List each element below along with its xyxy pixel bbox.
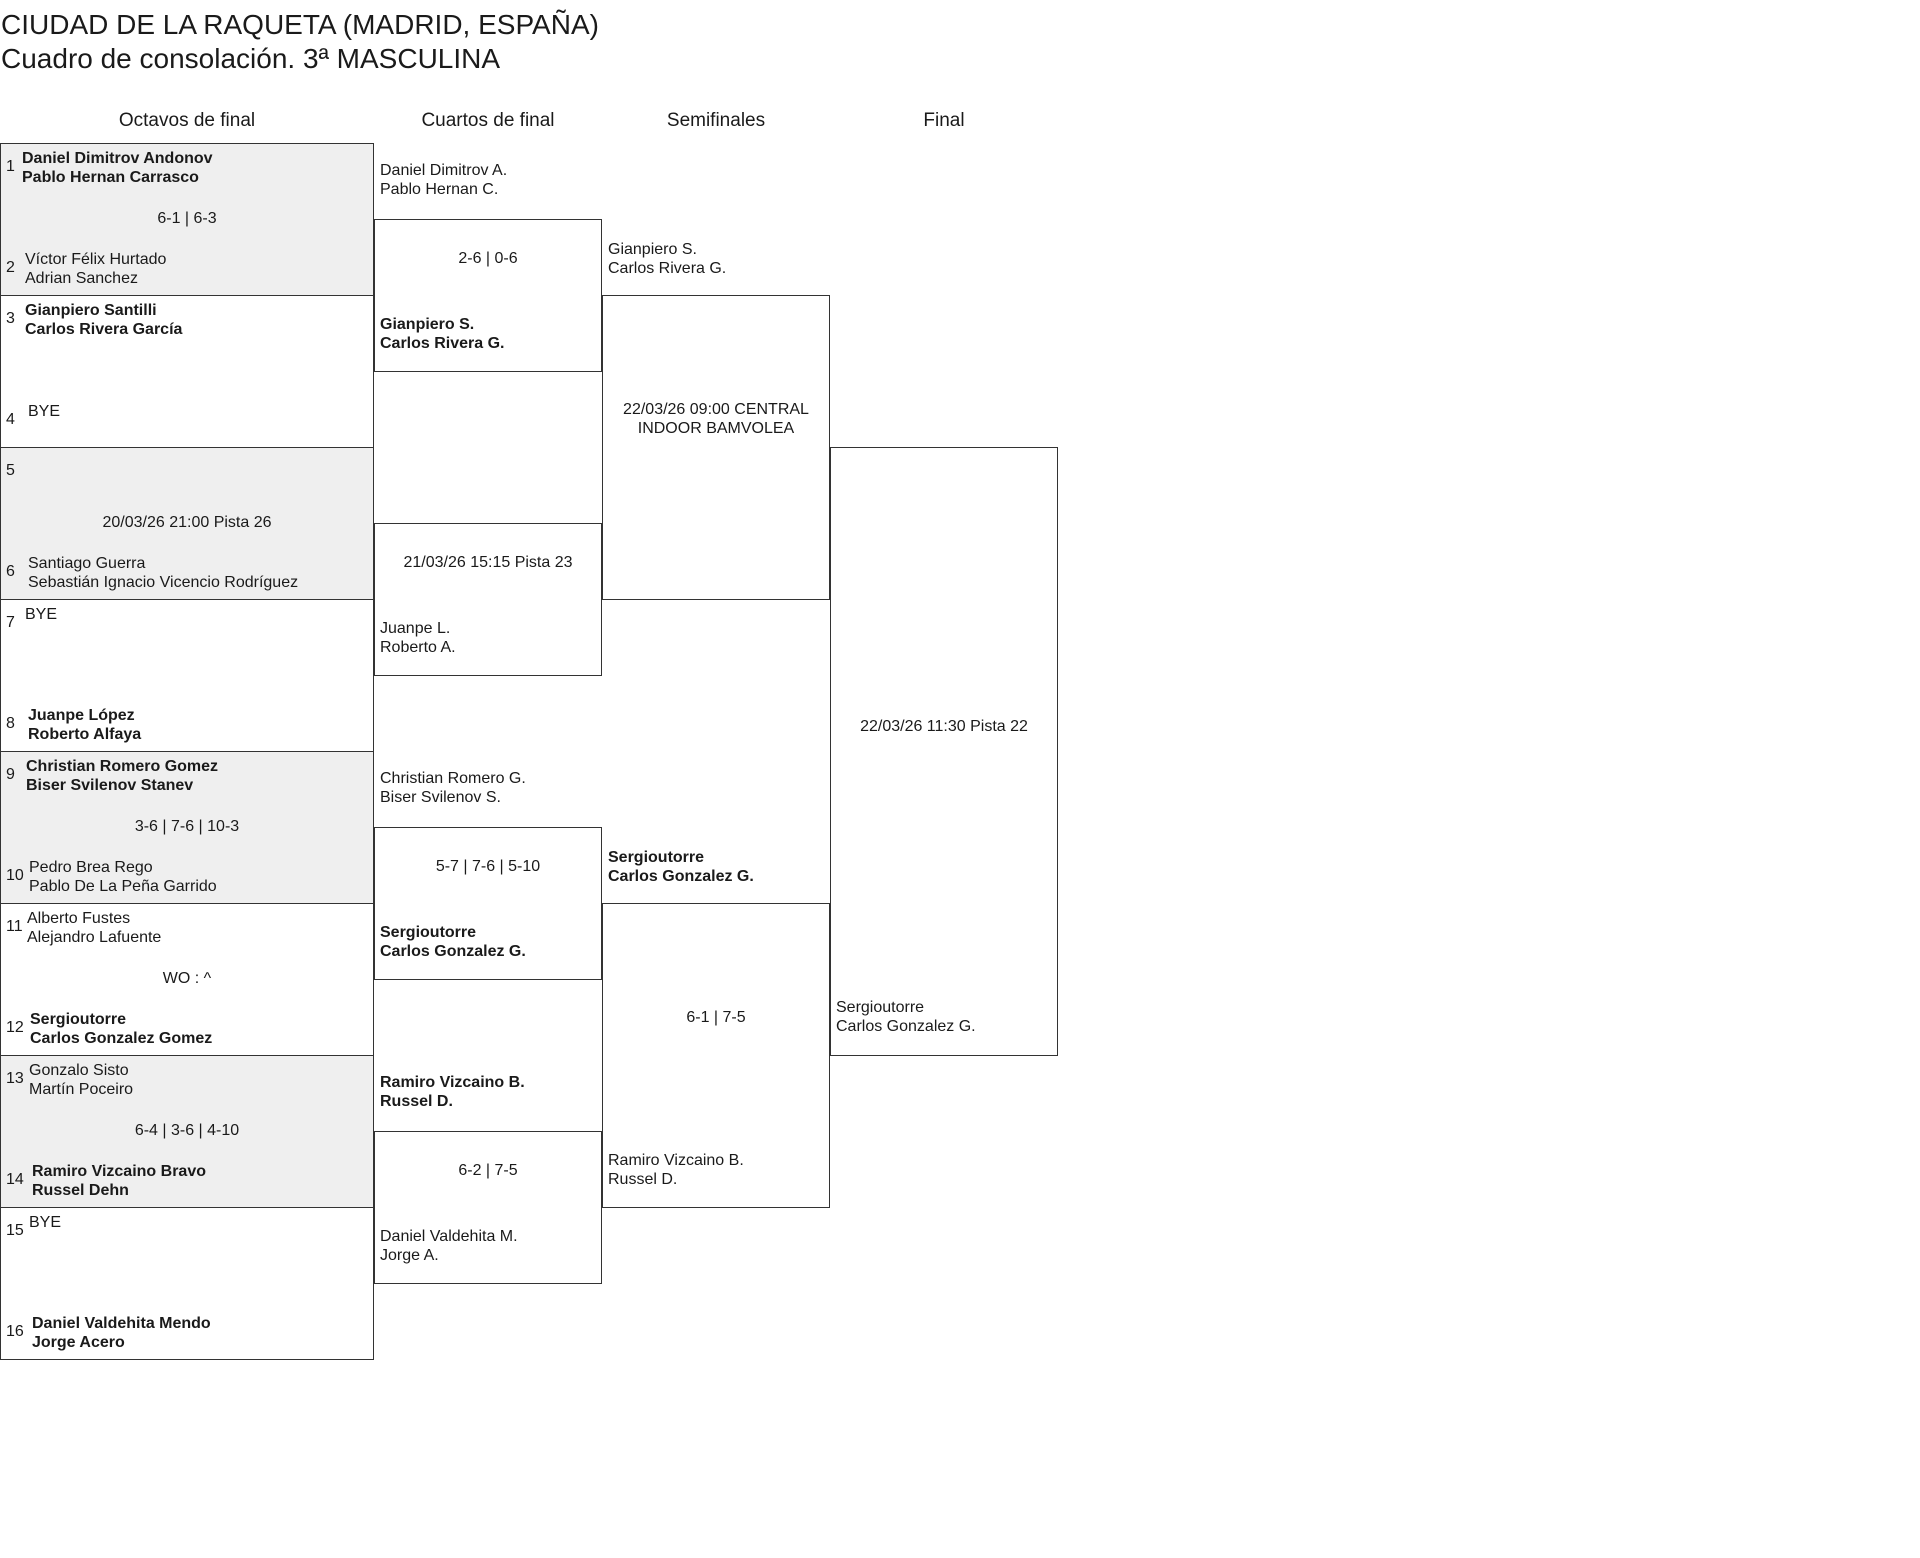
round-header-semifinales: Semifinales <box>666 110 766 131</box>
seed-number: 3 <box>6 310 15 327</box>
match-box <box>0 599 374 752</box>
team-player-2: Adrian Sanchez <box>25 270 138 287</box>
final-match-info: 22/03/26 11:30 Pista 22 <box>860 718 1028 735</box>
sf-connector <box>602 295 830 600</box>
match-result: WO : ^ <box>162 970 212 987</box>
sf-team-player-2: Carlos Gonzalez G. <box>608 868 754 885</box>
match-box <box>0 1055 374 1208</box>
seed-number: 5 <box>6 462 15 479</box>
team-player-1: BYE <box>25 606 58 623</box>
seed-number: 1 <box>6 158 15 175</box>
match-box <box>0 1207 374 1360</box>
qf-team-player-2: Jorge A. <box>380 1247 439 1264</box>
final-team-player-2: Carlos Gonzalez G. <box>836 1018 976 1035</box>
sf-team-player-2: Carlos Rivera G. <box>608 260 727 277</box>
team-player-2: Biser Svilenov Stanev <box>26 777 194 794</box>
team-player-1: Sergioutorre <box>30 1011 127 1028</box>
seed-number: 13 <box>6 1070 24 1087</box>
sf-match-info-2: INDOOR BAMVOLEA <box>637 420 795 437</box>
qf-match-result: 2-6 | 0-6 <box>458 250 518 267</box>
page-title: CIUDAD DE LA RAQUETA (MADRID, ESPAÑA) <box>1 9 599 40</box>
seed-number: 16 <box>6 1323 24 1340</box>
team-player-1: Juanpe López <box>28 707 135 724</box>
qf-team-player-1: Daniel Dimitrov A. <box>380 162 508 179</box>
team-player-1: BYE <box>28 403 61 420</box>
qf-team-player-1: Christian Romero G. <box>380 770 526 787</box>
team-player-2: Russel Dehn <box>32 1182 129 1199</box>
team-player-2: Martín Poceiro <box>29 1081 134 1098</box>
qf-team-player-2: Russel D. <box>380 1093 453 1110</box>
team-player-2: Carlos Rivera García <box>25 321 183 338</box>
sf-match-info: 6-1 | 7-5 <box>686 1009 746 1026</box>
team-player-1: Alberto Fustes <box>27 910 131 927</box>
seed-number: 12 <box>6 1019 24 1036</box>
sf-team-player-1: Sergioutorre <box>608 849 705 866</box>
round-header-octavos: Octavos de final <box>118 110 256 131</box>
final-connector <box>830 447 1058 1056</box>
qf-match-result: 21/03/26 15:15 Pista 23 <box>403 554 573 571</box>
team-player-1: Daniel Dimitrov Andonov <box>22 150 213 167</box>
round-header-final: Final <box>923 110 965 131</box>
team-player-1: Christian Romero Gomez <box>26 758 219 775</box>
team-player-2: Roberto Alfaya <box>28 726 142 743</box>
seed-number: 14 <box>6 1171 24 1188</box>
match-result: 3-6 | 7-6 | 10-3 <box>134 818 240 835</box>
seed-number: 8 <box>6 715 15 732</box>
seed-number: 2 <box>6 259 15 276</box>
team-player-2: Sebastián Ignacio Vicencio Rodríguez <box>28 574 299 591</box>
match-box <box>0 143 374 296</box>
qf-team-player-1: Ramiro Vizcaino B. <box>380 1074 525 1091</box>
qf-match-result: 5-7 | 7-6 | 5-10 <box>435 858 541 875</box>
match-box <box>0 295 374 448</box>
qf-team-player-1: Gianpiero S. <box>380 316 475 333</box>
seed-number: 7 <box>6 614 15 631</box>
team-player-2: Pablo De La Peña Garrido <box>29 878 217 895</box>
qf-team-player-2: Pablo Hernan C. <box>380 181 499 198</box>
team-player-1: Santiago Guerra <box>28 555 146 572</box>
team-player-1: Pedro Brea Rego <box>29 859 153 876</box>
match-box <box>0 447 374 600</box>
team-player-2: Alejandro Lafuente <box>27 929 162 946</box>
team-player-1: Víctor Félix Hurtado <box>25 251 167 268</box>
seed-number: 10 <box>6 867 24 884</box>
team-player-1: Ramiro Vizcaino Bravo <box>32 1163 206 1180</box>
qf-team-player-2: Carlos Rivera G. <box>380 335 505 352</box>
seed-number: 4 <box>6 411 15 428</box>
seed-number: 6 <box>6 563 15 580</box>
seed-number: 9 <box>6 766 15 783</box>
seed-number: 15 <box>6 1222 24 1239</box>
match-result: 20/03/26 21:00 Pista 26 <box>102 514 272 531</box>
seed-number: 11 <box>6 918 23 935</box>
qf-team-player-1: Sergioutorre <box>380 924 477 941</box>
team-player-1: BYE <box>29 1214 62 1231</box>
qf-match-result: 6-2 | 7-5 <box>458 1162 518 1179</box>
qf-team-player-2: Roberto A. <box>380 639 456 656</box>
qf-team-player-1: Juanpe L. <box>380 620 451 637</box>
team-player-2: Carlos Gonzalez Gomez <box>30 1030 213 1047</box>
team-player-1: Gonzalo Sisto <box>29 1062 129 1079</box>
match-box <box>0 751 374 904</box>
qf-team-player-2: Biser Svilenov S. <box>380 789 501 806</box>
sf-match-info: 22/03/26 09:00 CENTRAL <box>623 401 809 418</box>
team-player-2: Pablo Hernan Carrasco <box>22 169 199 186</box>
sf-team-player-1: Gianpiero S. <box>608 241 697 258</box>
match-box <box>0 903 374 1056</box>
final-team-player-1: Sergioutorre <box>836 999 925 1016</box>
page-subtitle: Cuadro de consolación. 3ª MASCULINA <box>1 43 501 74</box>
team-player-2: Jorge Acero <box>32 1334 125 1351</box>
qf-team-player-1: Daniel Valdehita M. <box>380 1228 518 1245</box>
sf-team-player-1: Ramiro Vizcaino B. <box>608 1152 744 1169</box>
match-result: 6-4 | 3-6 | 4-10 <box>134 1122 240 1139</box>
round-header-cuartos: Cuartos de final <box>421 110 555 131</box>
match-result: 6-1 | 6-3 <box>157 210 217 227</box>
team-player-1: Gianpiero Santilli <box>25 302 157 319</box>
qf-team-player-2: Carlos Gonzalez G. <box>380 943 526 960</box>
sf-team-player-2: Russel D. <box>608 1171 678 1188</box>
team-player-1: Daniel Valdehita Mendo <box>32 1315 211 1332</box>
